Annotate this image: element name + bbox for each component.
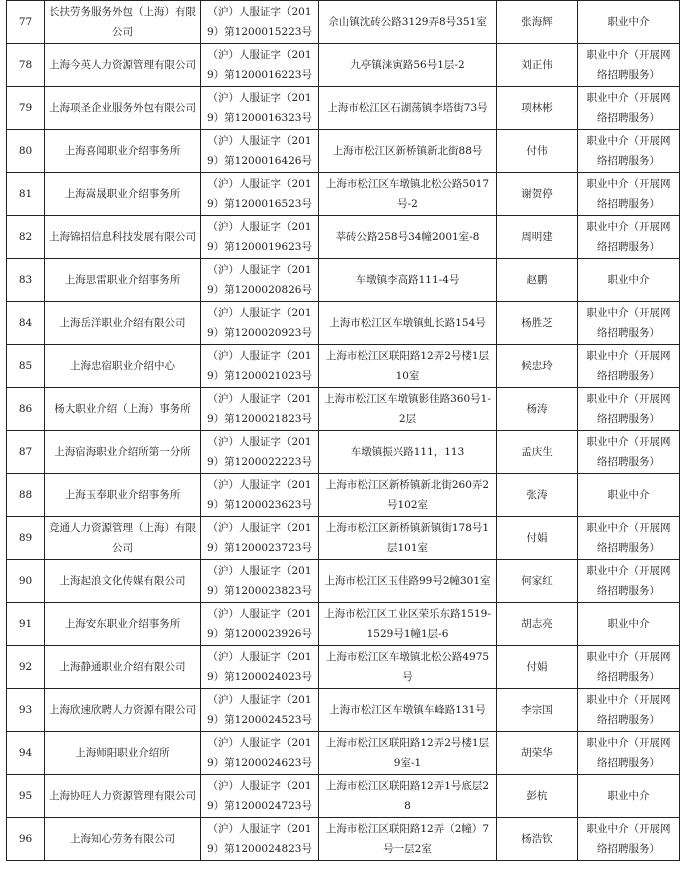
service-scope: 职业中介（开展网络招聘服务） [578, 818, 680, 861]
license-number: （沪）人服证字（2019）第1200024823号 [201, 818, 319, 861]
table-row [7, 130, 680, 173]
license-number: （沪）人服证字（2019）第1200020923号 [201, 302, 319, 345]
agency-address: 上海市松江区石湖荡镇李塔街73号 [319, 87, 497, 130]
row-number: 83 [7, 259, 45, 302]
row-number: 94 [7, 732, 45, 775]
legal-representative: 项林彬 [497, 87, 578, 130]
service-scope: 职业中介 [578, 603, 680, 646]
legal-representative: 杨涛 [497, 388, 578, 431]
legal-representative: 何家红 [497, 560, 578, 603]
license-number: （沪）人服证字（2019）第1200016323号 [201, 87, 319, 130]
agency-address: 上海市松江区新桥镇新镇街178号1层101室 [319, 517, 497, 560]
table-row [7, 474, 680, 517]
table-row [7, 732, 680, 775]
row-number: 90 [7, 560, 45, 603]
agency-name: 上海宿海职业介绍所第一分所 [45, 431, 201, 474]
agency-name: 上海岳洋职业介绍有限公司 [45, 302, 201, 345]
row-number: 81 [7, 173, 45, 216]
agency-address: 上海市松江区车墩镇车峰路131号 [319, 689, 497, 732]
service-scope: 职业中介（开展网络招聘服务） [578, 646, 680, 689]
table-row [7, 259, 680, 302]
row-number: 79 [7, 87, 45, 130]
agency-address: 上海市松江区工业区荣乐东路1519-1529号1幢1层-6 [319, 603, 497, 646]
license-number: （沪）人服证字（2019）第1200016523号 [201, 173, 319, 216]
agency-address: 佘山镇沈砖公路3129弄8号351室 [319, 1, 497, 44]
legal-representative: 谢贺停 [497, 173, 578, 216]
license-number: （沪）人服证字（2019）第1200020826号 [201, 259, 319, 302]
table-row [7, 345, 680, 388]
license-number: （沪）人服证字（2019）第1200024023号 [201, 646, 319, 689]
service-scope: 职业中介 [578, 474, 680, 517]
service-scope: 职业中介 [578, 259, 680, 302]
service-scope: 职业中介（开展网络招聘服务） [578, 130, 680, 173]
service-scope: 职业中介（开展网络招聘服务） [578, 732, 680, 775]
agency-address: 上海市松江区联阳路12弄（2幢）7号一层2室 [319, 818, 497, 861]
agency-registry-table [6, 0, 680, 861]
agency-address: 上海市松江区联阳路12弄2号楼1层9室-1 [319, 732, 497, 775]
table-row [7, 603, 680, 646]
legal-representative: 刘正伟 [497, 44, 578, 87]
legal-representative: 杨浩钦 [497, 818, 578, 861]
legal-representative: 付伟 [497, 130, 578, 173]
service-scope: 职业中介（开展网络招聘服务） [578, 173, 680, 216]
agency-name: 上海项圣企业服务外包有限公司 [45, 87, 201, 130]
service-scope: 职业中介（开展网络招聘服务） [578, 517, 680, 560]
agency-name: 竞通人力资源管理（上海）有限公司 [45, 517, 201, 560]
row-number: 87 [7, 431, 45, 474]
row-number: 89 [7, 517, 45, 560]
service-scope: 职业中介（开展网络招聘服务） [578, 431, 680, 474]
legal-representative: 胡荣华 [497, 732, 578, 775]
row-number: 91 [7, 603, 45, 646]
legal-representative: 付娟 [497, 646, 578, 689]
row-number: 84 [7, 302, 45, 345]
table-row [7, 44, 680, 87]
license-number: （沪）人服证字（2019）第1200022223号 [201, 431, 319, 474]
agency-address: 车墩镇振兴路111，113 [319, 431, 497, 474]
service-scope: 职业中介（开展网络招聘服务） [578, 44, 680, 87]
license-number: （沪）人服证字（2019）第1200023623号 [201, 474, 319, 517]
license-number: （沪）人服证字（2019）第1200019623号 [201, 216, 319, 259]
row-number: 85 [7, 345, 45, 388]
row-number: 80 [7, 130, 45, 173]
table-row [7, 173, 680, 216]
agency-name: 上海玉奉职业介绍事务所 [45, 474, 201, 517]
agency-name: 上海师阳职业介绍所 [45, 732, 201, 775]
agency-address: 上海市松江区车墩镇北松公路4975号 [319, 646, 497, 689]
row-number: 86 [7, 388, 45, 431]
table-row [7, 775, 680, 818]
agency-address: 莘砖公路258号34幢2001室-8 [319, 216, 497, 259]
table-row [7, 431, 680, 474]
agency-name: 上海今英人力资源管理有限公司 [45, 44, 201, 87]
legal-representative: 彭杭 [497, 775, 578, 818]
agency-address: 上海市松江区车墩镇影佳路360号1-2层 [319, 388, 497, 431]
license-number: （沪）人服证字（2019）第1200023823号 [201, 560, 319, 603]
table-row [7, 216, 680, 259]
table-row [7, 689, 680, 732]
agency-name: 上海安东职业介绍事务所 [45, 603, 201, 646]
license-number: （沪）人服证字（2019）第1200024723号 [201, 775, 319, 818]
legal-representative: 张涛 [497, 474, 578, 517]
table-row [7, 517, 680, 560]
row-number: 93 [7, 689, 45, 732]
service-scope: 职业中介（开展网络招聘服务） [578, 560, 680, 603]
legal-representative: 杨胜芝 [497, 302, 578, 345]
service-scope: 职业中介 [578, 775, 680, 818]
legal-representative: 赵鹏 [497, 259, 578, 302]
legal-representative: 李宗国 [497, 689, 578, 732]
agency-address: 上海市松江区新桥镇新北街88号 [319, 130, 497, 173]
license-number: （沪）人服证字（2019）第1200024623号 [201, 732, 319, 775]
legal-representative: 付娟 [497, 517, 578, 560]
license-number: （沪）人服证字（2019）第1200021023号 [201, 345, 319, 388]
agency-name: 上海协旺人力资源管理有限公司 [45, 775, 201, 818]
agency-address: 上海市松江区新桥镇新北街260弄2号102室 [319, 474, 497, 517]
registry-body [7, 1, 680, 861]
agency-address: 九亭镇涞寅路56号1层-2 [319, 44, 497, 87]
license-number: （沪）人服证字（2019）第1200016223号 [201, 44, 319, 87]
service-scope: 职业中介 [578, 1, 680, 44]
license-number: （沪）人服证字（2019）第1200021823号 [201, 388, 319, 431]
service-scope: 职业中介（开展网络招聘服务） [578, 689, 680, 732]
agency-name: 上海嵩晟职业介绍事务所 [45, 173, 201, 216]
agency-name: 上海思雷职业介绍事务所 [45, 259, 201, 302]
legal-representative: 周明建 [497, 216, 578, 259]
row-number: 82 [7, 216, 45, 259]
agency-address: 车墩镇李高路111-4号 [319, 259, 497, 302]
legal-representative: 张海辉 [497, 1, 578, 44]
agency-name: 上海起浪文化传媒有限公司 [45, 560, 201, 603]
row-number: 88 [7, 474, 45, 517]
row-number: 77 [7, 1, 45, 44]
table-row [7, 302, 680, 345]
service-scope: 职业中介（开展网络招聘服务） [578, 216, 680, 259]
table-row [7, 818, 680, 861]
agency-name: 杨大职业介绍（上海）事务所 [45, 388, 201, 431]
license-number: （沪）人服证字（2019）第1200023723号 [201, 517, 319, 560]
license-number: （沪）人服证字（2019）第1200015223号 [201, 1, 319, 44]
license-number: （沪）人服证字（2019）第1200023926号 [201, 603, 319, 646]
agency-name: 上海喜闻职业介绍事务所 [45, 130, 201, 173]
legal-representative: 胡志亮 [497, 603, 578, 646]
row-number: 96 [7, 818, 45, 861]
agency-name: 上海忠宿职业介绍中心 [45, 345, 201, 388]
service-scope: 职业中介（开展网络招聘服务） [578, 388, 680, 431]
agency-address: 上海市松江区联阳路12弄2号楼1层10室 [319, 345, 497, 388]
agency-address: 上海市松江区玉佳路99号2幢301室 [319, 560, 497, 603]
agency-address: 上海市松江区车墩镇北松公路5017号-2 [319, 173, 497, 216]
agency-name: 长扶劳务服务外包（上海）有限公司 [45, 1, 201, 44]
row-number: 78 [7, 44, 45, 87]
table-row [7, 388, 680, 431]
row-number: 95 [7, 775, 45, 818]
agency-name: 上海欣速欣聘人力资源有限公司 [45, 689, 201, 732]
service-scope: 职业中介（开展网络招聘服务） [578, 302, 680, 345]
agency-name: 上海锦招信息科技发展有限公司 [45, 216, 201, 259]
license-number: （沪）人服证字（2019）第1200016426号 [201, 130, 319, 173]
service-scope: 职业中介（开展网络招聘服务） [578, 87, 680, 130]
legal-representative: 候忠玲 [497, 345, 578, 388]
agency-name: 上海静通职业介绍有限公司 [45, 646, 201, 689]
table-row [7, 560, 680, 603]
agency-name: 上海知心劳务有限公司 [45, 818, 201, 861]
table-row [7, 1, 680, 44]
agency-address: 上海市松江区车墩镇虬长路154号 [319, 302, 497, 345]
table-row [7, 87, 680, 130]
service-scope: 职业中介（开展网络招聘服务） [578, 345, 680, 388]
legal-representative: 孟庆生 [497, 431, 578, 474]
license-number: （沪）人服证字（2019）第1200024523号 [201, 689, 319, 732]
agency-address: 上海市松江区联阳路12弄1号底层28 [319, 775, 497, 818]
row-number: 92 [7, 646, 45, 689]
table-row [7, 646, 680, 689]
